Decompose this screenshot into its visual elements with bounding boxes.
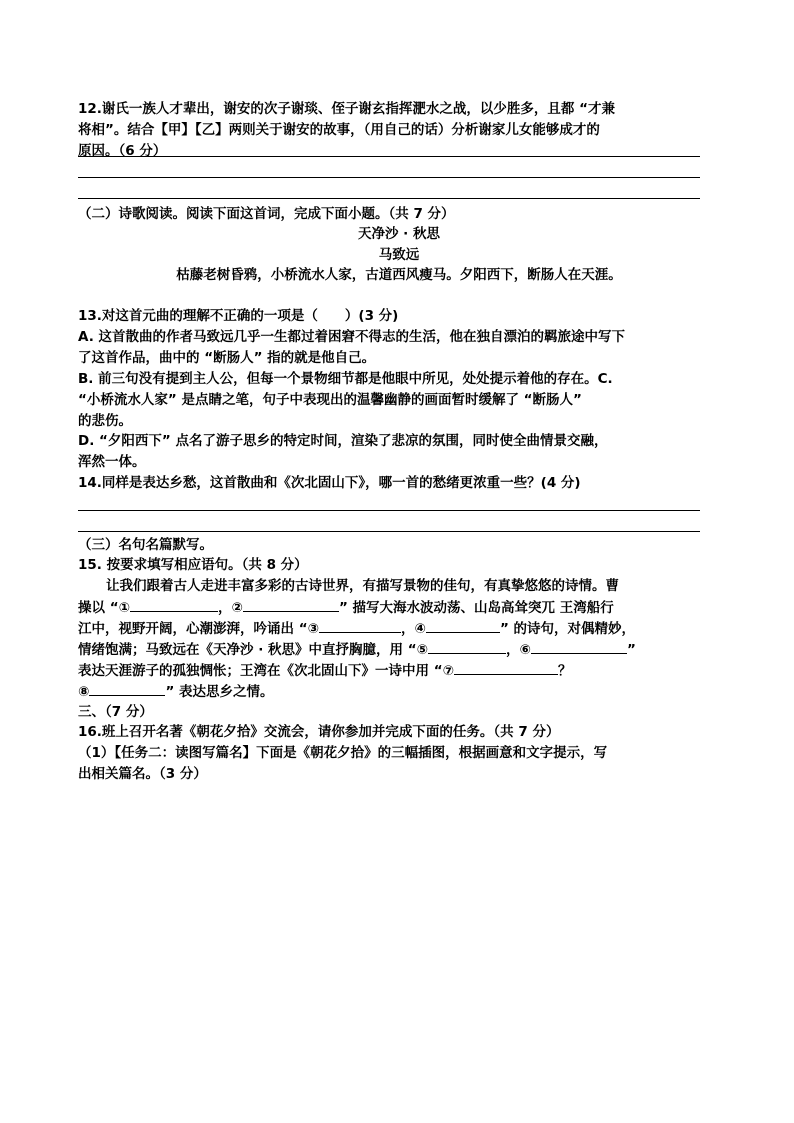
poem-text: 枯藤老树昏鸦，小桥流水人家，古道西风瘦马。夕阳西下，断肠人在天涯。 bbox=[176, 267, 622, 283]
blank-4[interactable] bbox=[426, 618, 500, 633]
q15-paragraph-line-3 bbox=[78, 618, 720, 639]
q14-stem: 14.同样是表达乡愁，这首散曲和《次北固山下》，哪一首的愁绪更浓重一些？(4 分) bbox=[78, 475, 581, 491]
q15-text: 操以 “① bbox=[78, 600, 131, 616]
q16-stem: 16.班上召开名著《朝花夕拾》交流会，请你参加并完成下面的任务。（共 7 分） bbox=[78, 724, 560, 740]
section-2-heading: （二）诗歌阅读。阅读下面这首词，完成下面小题。（共 7 分） bbox=[78, 206, 455, 222]
poem-author: 马致远 bbox=[378, 247, 420, 263]
blank-5[interactable] bbox=[428, 639, 506, 654]
answer-line-q14-2[interactable] bbox=[78, 531, 700, 532]
q15-text: 情绪饱满；马致远在《天净沙 · 秋思》中直抒胸臆，用 “⑤ bbox=[78, 642, 429, 658]
answer-line-q12-1[interactable] bbox=[78, 156, 700, 157]
q15-paragraph-line-1: 让我们跟着古人走进丰富多彩的古诗世界，有描写景物的佳句，有真挚悠悠的诗情。曹 bbox=[106, 578, 619, 594]
q13-option-d-line-2: 浑然一体。 bbox=[78, 454, 146, 470]
answer-line-q14-1[interactable] bbox=[78, 510, 700, 511]
blank-8[interactable] bbox=[89, 681, 165, 696]
q13-option-d-line-1: D. “夕阳西下” 点名了游子思乡的特定时间，渲染了悲凉的氛围，同时使全曲情景交融， bbox=[78, 433, 608, 449]
q15-stem: 15. 按要求填写相应语句。（共 8 分） bbox=[78, 557, 308, 573]
q12-line-1: 12.谢氏一族人才辈出，谢安的次子谢琰、侄子谢玄指挥淝水之战，以少胜多，且都 “才兼 bbox=[78, 101, 615, 117]
q13-option-b-line-1: B. 前三句没有提到主人公，但每一个景物细节都是他眼中所见，处处提示着他的存在。C. bbox=[78, 371, 613, 387]
q12-line-2: 将相”。结合【甲】【乙】两则关于谢安的故事，（用自己的话）分析谢家儿女能够成才的 bbox=[78, 122, 600, 138]
q15-paragraph-line-6 bbox=[78, 681, 720, 702]
blank-2[interactable] bbox=[243, 597, 339, 612]
q15-text: ” 的诗句，对偶精妙， bbox=[499, 621, 636, 637]
q13-option-c-line-1: “小桥流水人家” 是点睛之笔，句子中表现出的温馨幽静的画面暂时缓解了 “断肠人” bbox=[78, 392, 582, 408]
q13-option-a-line-2: 了这首作品，曲中的 “断肠人” 指的就是他自己。 bbox=[78, 350, 376, 366]
answer-line-q12-3[interactable] bbox=[78, 198, 700, 199]
blank-6[interactable] bbox=[531, 639, 627, 654]
q15-text: ，⑥ bbox=[506, 642, 531, 658]
part-3-heading: 三、（7 分） bbox=[78, 704, 153, 720]
q15-text: ，④ bbox=[401, 621, 426, 637]
q15-paragraph-line-5 bbox=[78, 660, 720, 681]
q16-task-1-line-2: 出相关篇名。（3 分） bbox=[78, 766, 207, 782]
section-3-heading: （三）名句名篇默写。 bbox=[78, 537, 213, 553]
q15-paragraph-line-4 bbox=[78, 639, 720, 660]
blank-7[interactable] bbox=[454, 660, 558, 675]
q15-text: ⑧ bbox=[78, 684, 90, 700]
q15-paragraph-line-2 bbox=[78, 597, 720, 618]
q13-option-a-line-1: A. 这首散曲的作者马致远几乎一生都过着困窘不得志的生活，他在独自漂泊的羁旅途中写下 bbox=[78, 329, 626, 345]
q16-task-1-line-1: （1）【任务二：读图写篇名】下面是《朝花夕拾》的三幅插图，根据画意和文字提示，写 bbox=[78, 745, 608, 761]
q15-text: ” bbox=[626, 642, 636, 658]
q13-option-c-line-2: 的悲伤。 bbox=[78, 413, 132, 429]
blank-3[interactable] bbox=[319, 618, 401, 633]
q15-text: ，② bbox=[218, 600, 243, 616]
poem-title: 天净沙 · 秋思 bbox=[357, 226, 441, 242]
q15-text: 表达天涯游子的孤独惆怅；王湾在《次北固山下》一诗中用 “⑦ bbox=[78, 663, 455, 679]
blank-1[interactable] bbox=[130, 597, 218, 612]
q15-text: ” 表达思乡之情。 bbox=[165, 684, 274, 700]
q13-stem: 13.对这首元曲的理解不正确的一项是（ ）(3 分) bbox=[78, 308, 399, 324]
answer-line-q12-2[interactable] bbox=[78, 177, 700, 178]
q12-line-3: 原因。（6 分） bbox=[78, 143, 167, 159]
q15-text: ？ bbox=[558, 663, 572, 679]
q15-text: ” 描写大海水波动荡、山岛高耸突兀 王湾船行 bbox=[338, 600, 614, 616]
q15-text: 江中，视野开阔，心潮澎湃，吟诵出 “③ bbox=[78, 621, 320, 637]
